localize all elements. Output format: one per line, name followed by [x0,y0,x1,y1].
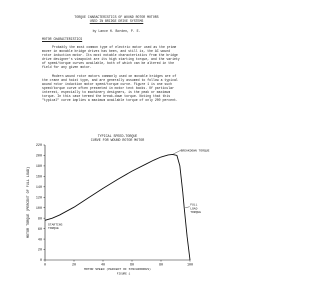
paragraph-2-line: torque. In this case termed the break-down torque. Noting that this [42,94,171,99]
y-tick-label: 0 [39,259,42,264]
annotation-arrow [185,207,190,208]
x-tick-label: 100 [186,263,194,268]
x-tick-label: 80 [158,263,164,268]
paragraph-1-line: field for any given motor. [42,65,92,70]
paragraph-1-line: of speed/torque curves available, both of which can be altered in the [42,61,174,66]
chart-title: CURVE FOR WOUND ROTOR MOTOR [90,138,145,143]
document-title-line-1: TORQUE CHARACTERISTICS OF WOUND ROTOR MOTORS [74,15,159,19]
paragraph-2-line: wound rotor induction motor speed/torque curve. Figure 1 is one such [42,82,173,87]
x-tick-label: 0 [43,263,47,268]
y-axis-label: MOTOR TORQUE (PERCENT OF FULL LOAD) [27,166,31,239]
x-axis-label: MOTOR SPEED (PERCENT OF SYNCHRONOUS) [84,267,151,271]
paragraph-2-line: speed/torque curve often presented in motor text books. Of particular [42,86,174,91]
annotation-label: STARTING [48,223,63,227]
paragraph-2-line: Modern wound rotor motors commonly used on movable bridges are of [52,74,177,78]
y-tick-label: 120 [35,196,42,201]
section-heading: MOTOR CHARACTERISTICS [42,37,83,41]
paragraph-1-line: Probably the most common type of electric motor used as the prime [52,45,177,49]
y-tick-label: 180 [35,165,42,170]
annotation-label: LOAD [190,207,198,211]
x-tick-label: 40 [100,263,106,268]
paragraph-2-line: "typical" curve implies a maximum available torque of only 200 percent. [42,98,178,103]
speed-torque-curve [45,154,190,260]
chart-title: TYPICAL SPEED-TORQUE [97,134,138,138]
y-tick-label: 160 [35,175,42,180]
annotation-label: TORQUE [48,226,59,230]
y-tick-label: 140 [35,186,42,191]
y-tick-label: 80 [37,217,42,222]
y-tick-label: 60 [37,227,42,232]
y-tick-label: 200 [35,154,42,159]
annotation-label: FULL [190,203,198,207]
annotation-arrow [173,150,181,154]
x-tick-label: 60 [129,263,135,268]
document-title-line-2: USED IN BRIDGE DRIVE SYSTEMS [89,19,144,23]
y-tick-label: 100 [35,206,42,211]
y-tick-label: 40 [37,238,42,243]
y-tick-label: 20 [37,248,42,253]
annotation-label: TORQUE [190,210,202,214]
author-line: by Lance H. Borden, P. E. [92,29,141,33]
annotation-label: BREAKDOWN TORQUE [180,149,210,153]
figure-caption: FIGURE 1 [116,272,131,276]
paragraph-2-line: interest, especially to machinery designers, is the peak or maximum [42,90,171,95]
paragraph-2-line: the crane and hoist type, and are generally assumed to follow a typical [42,78,178,83]
paragraph-1-line: drive designer's viewpoint are its high starting torque, and the variety [42,57,180,62]
paragraph-1-line: mover in movable bridge drives has been, and still is, the AC wound [42,49,171,54]
x-tick-label: 20 [71,263,77,268]
paragraph-1-line: rotor induction motor. Its most notable characteristics from the bridge [42,53,178,58]
y-tick-label: 220 [35,144,42,149]
